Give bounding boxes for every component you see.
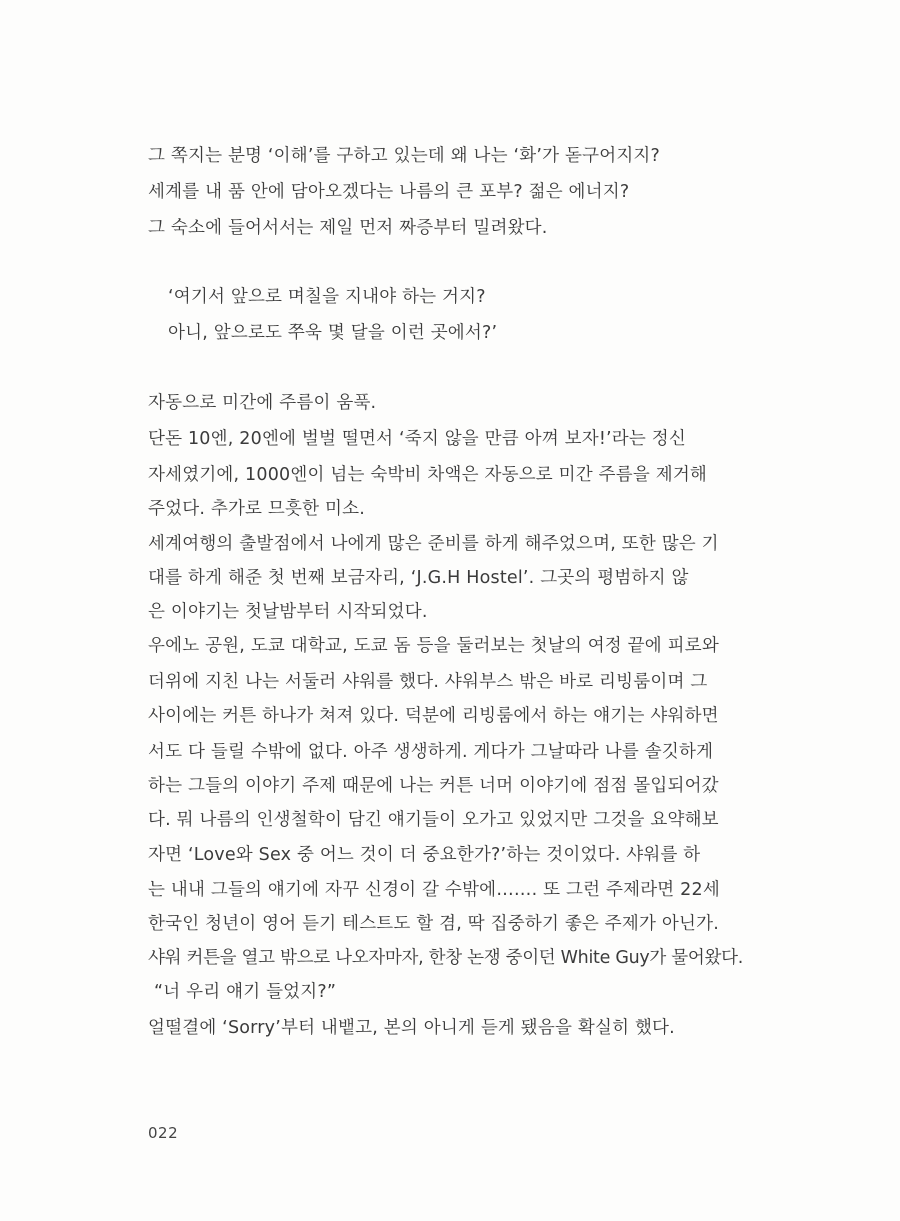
page-number: 022 xyxy=(148,1124,179,1142)
quote-line: 아니, 앞으로도 쭈욱 몇 달을 이런 곳에서?’ xyxy=(168,323,498,343)
text-line: 단돈 10엔, 20엔에 벌벌 떨면서 ‘죽지 않을 만큼 아껴 보자!’라는 정신 xyxy=(148,429,686,449)
text-line: 세계여행의 출발점에서 나에게 많은 준비를 하게 해주었으며, 또한 많은 기 xyxy=(148,534,719,554)
text-line: 서도 다 들릴 수밖에 없다. 아주 생생하게. 게다가 그날따라 나를 솔깃하게 xyxy=(148,742,714,762)
text-line: 하는 그들의 이야기 주제 때문에 나는 커튼 너머 이야기에 점점 몰입되어갔 xyxy=(148,776,719,796)
text-line: 자동으로 미간에 주름이 움푹. xyxy=(148,393,377,413)
text-line: 세계를 내 품 안에 담아오겠다는 나름의 큰 포부? 젊은 에너지? xyxy=(148,182,630,202)
text-line: 얼떨결에 ‘Sorry’부터 내뱉고, 본의 아니게 듣게 됐음을 확실히 했다. xyxy=(148,1018,675,1038)
text-line: 사이에는 커튼 하나가 쳐져 있다. 덕분에 리빙룸에서 하는 얘기는 샤워하면 xyxy=(148,706,719,726)
text-line: 다. 뭐 나름의 인생철학이 담긴 얘기들이 오가고 있었지만 그것을 요약해보 xyxy=(148,810,719,830)
text-line: 한국인 청년이 영어 듣기 테스트도 할 겸, 딱 집중하기 좋은 주제가 아닌가. xyxy=(148,914,719,934)
text-line: 더위에 지친 나는 서둘러 샤워를 했다. 샤워부스 밖은 바로 리빙룸이며 그 xyxy=(148,672,708,692)
text-line: 는 내내 그들의 얘기에 자꾸 신경이 갈 수밖에……. 또 그런 주제라면 22세 xyxy=(148,880,720,900)
text-line: 그 숙소에 들어서서는 제일 먼저 짜증부터 밀려왔다. xyxy=(148,218,548,238)
text-line: 주었다. 추가로 므흣한 미소. xyxy=(148,499,365,519)
text-line: 자세였기에, 1000엔이 넘는 숙박비 차액은 자동으로 미간 주름을 제거해 xyxy=(148,465,708,485)
text-line: 대를 하게 해준 첫 번째 보금자리, ‘J.G.H Hostel’. 그곳의 평범하지 않 xyxy=(148,568,689,588)
quote-line: “너 우리 얘기 들었지?” xyxy=(154,982,337,1002)
text-line: 은 이야기는 첫날밤부터 시작되었다. xyxy=(148,602,428,622)
text-line: 우에노 공원, 도쿄 대학교, 도쿄 돔 등을 둘러보는 첫날의 여정 끝에 피로와 xyxy=(148,636,719,656)
text-line: 그 쪽지는 분명 ‘이해’를 구하고 있는데 왜 나는 ‘화’가 돋구어지지? xyxy=(148,146,661,166)
text-line: 자면 ‘Love와 Sex 중 어느 것이 더 중요한가?’하는 것이었다. 샤워를 하 xyxy=(148,845,701,865)
text-line: 샤워 커튼을 열고 밖으로 나오자마자, 한창 논쟁 중이던 White Guy가 물어왔다. xyxy=(148,948,743,968)
quote-line: ‘여기서 앞으로 며칠을 지내야 하는 거지? xyxy=(168,287,486,307)
